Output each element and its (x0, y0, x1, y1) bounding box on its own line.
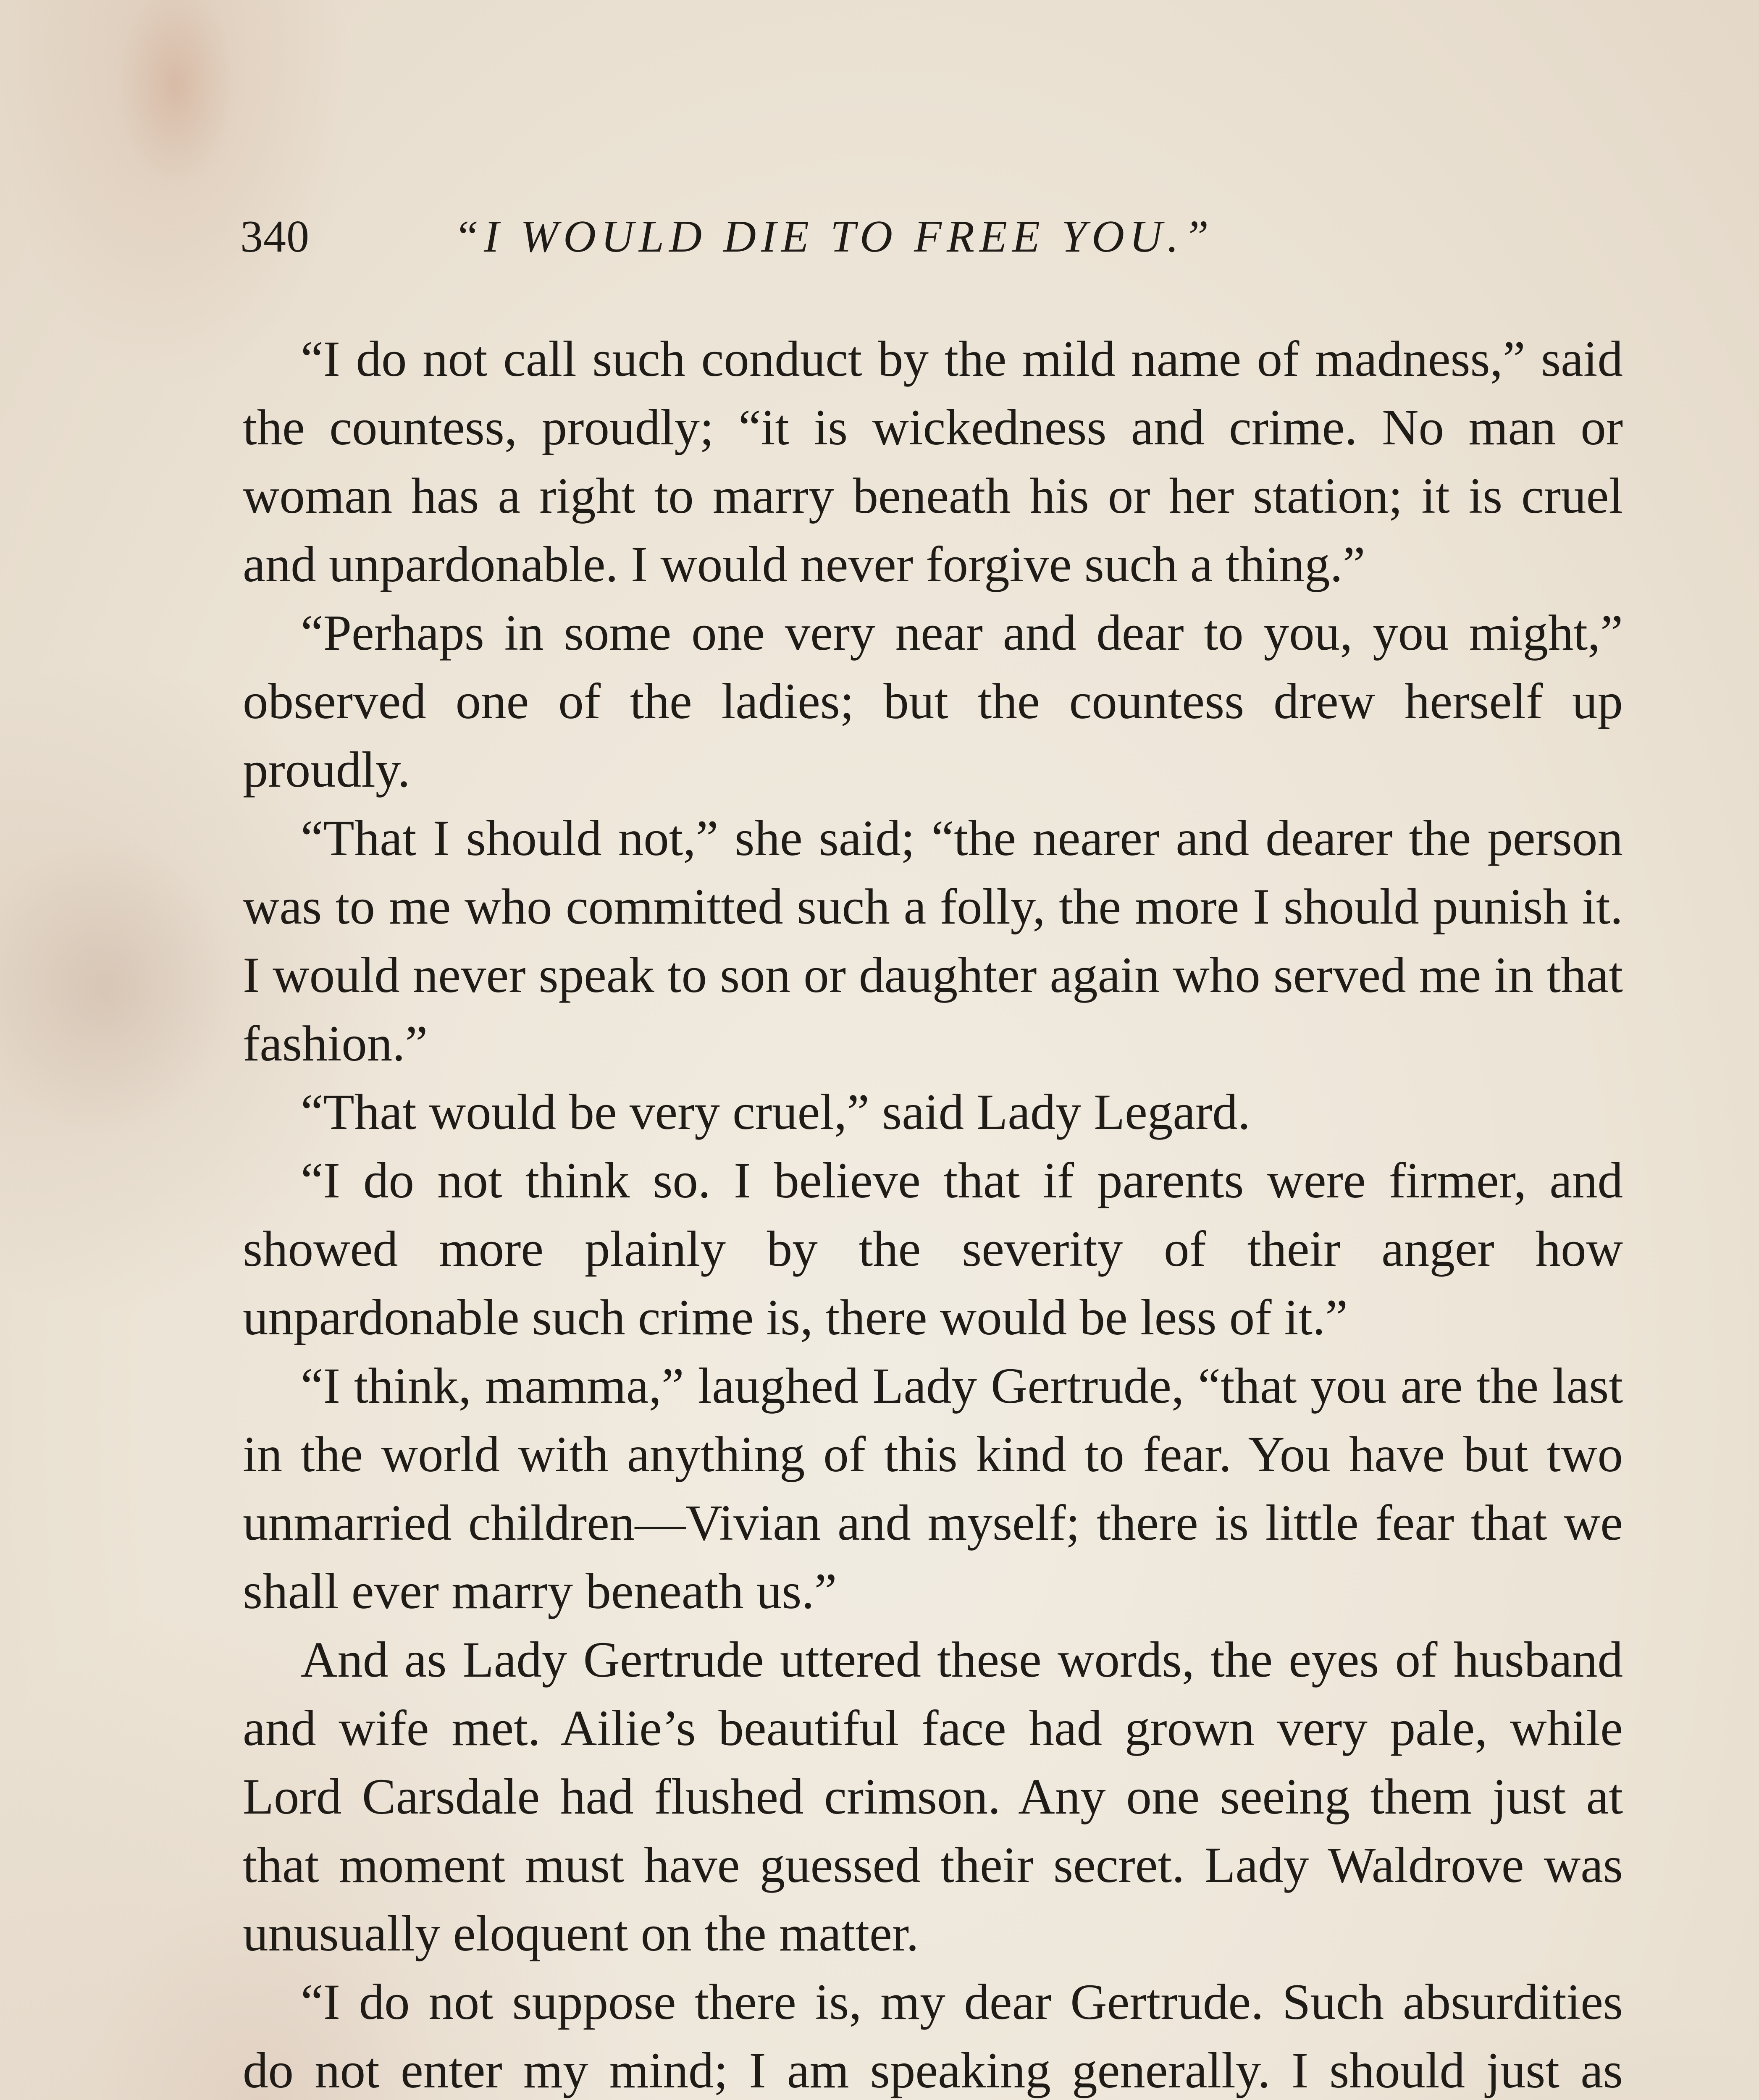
paragraph-5: “I do not think so. I believe that if parents were firmer, and showed more plainly by the severity of their anger how unpardonable such crime is, there would be less of it.” (243, 1152, 1623, 1346)
paragraph-4: “That would be very cruel,” said Lady Legard. (301, 1084, 1251, 1140)
paragraph-8: “I do not suppose there is, my dear Gertrude. Such absurdities do not enter my mind; I am speaking generally. I should just as (243, 1974, 1623, 2099)
page-number: 340 (240, 212, 310, 262)
paragraph-2: “Perhaps in some one very near and dear to you, you might,” observed one of the ladies; but the countess drew herself up proudly. (243, 605, 1623, 798)
running-title: “I WOULD DIE TO FREE YOU.” (454, 212, 1214, 262)
paragraph-3: “That I should not,” she said; “the nearer and dearer the person was to me who committed such a folly, the more I should punish it. I would never speak to son or daughter again who served me in that fashion.” (243, 810, 1623, 1072)
running-head (240, 214, 1626, 294)
paragraph-7: And as Lady Gertrude uttered these words, the eyes of husband and wife met. Ailie’s beautiful face had grown very pale, while Lord Carsdale had flushed crimson. Any one seeing them just at that moment must have guessed their secret. Lady Waldrove was unusually eloquent on the matter. (243, 1632, 1623, 1962)
paragraph-6: “I think, mamma,” laughed Lady Gertrude, “that you are the last in the world with anything of this kind to fear. You have but two unmarried children—Vivian and myself; there is little fear that we shall ever marry beneath us.” (243, 1358, 1623, 1620)
paragraph-1: “I do not call such conduct by the mild name of madness,” said the countess, proudly; “it is wickedness and crime. No man or woman has a right to marry beneath his or her station; it is cruel and unpardonable. I would never forgive such a thing.” (243, 331, 1623, 593)
body-text (243, 325, 1623, 2100)
